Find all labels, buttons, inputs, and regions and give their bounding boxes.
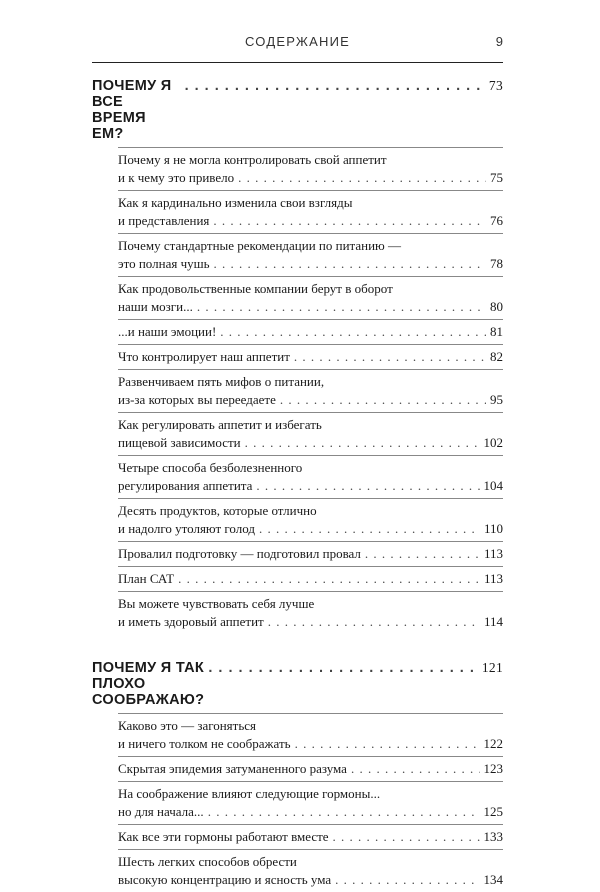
toc-entry[interactable] — [118, 190, 503, 233]
entry-title-end: это полная чушь — [118, 256, 210, 271]
dot-leader — [220, 323, 486, 341]
toc-entry[interactable] — [118, 319, 503, 344]
entry-title-end: наши мозги... — [118, 299, 193, 314]
entry-page-number: 104 — [483, 478, 503, 493]
entry-last-line — [118, 735, 503, 753]
chapter-page-number: 73 — [488, 78, 503, 93]
dot-leader — [208, 660, 478, 676]
entry-last-line — [118, 255, 503, 273]
entry-page-number: 113 — [483, 546, 503, 561]
entry-last-line — [118, 871, 503, 889]
entry-last-line — [118, 477, 503, 495]
chapter-section — [92, 656, 503, 892]
entry-page-number: 134 — [483, 872, 503, 887]
entry-title-end: ...и наши эмоции! — [118, 324, 217, 339]
entry-title-end: и представления — [118, 213, 210, 228]
toc-entry[interactable] — [118, 455, 503, 498]
entry-page-number: 81 — [490, 324, 503, 339]
dot-leader — [256, 477, 479, 495]
toc-entry[interactable] — [118, 541, 503, 566]
toc-entry[interactable] — [118, 566, 503, 591]
chapter-title: ПОЧЕМУ Я ТАК ПЛОХО СООБРАЖАЮ? — [92, 660, 205, 708]
entry-last-line — [118, 760, 503, 778]
entry-page-number: 102 — [483, 435, 503, 450]
toc-entry[interactable] — [118, 849, 503, 892]
entry-page-number: 80 — [490, 299, 503, 314]
entry-last-line — [118, 828, 503, 846]
dot-leader — [365, 545, 480, 563]
entry-last-line — [118, 169, 503, 187]
dot-leader — [178, 570, 480, 588]
chapter-page-number: 121 — [481, 660, 503, 675]
toc-entry[interactable] — [118, 147, 503, 190]
entry-last-line — [118, 803, 503, 821]
dot-leader — [335, 871, 479, 889]
toc-entry[interactable] — [118, 276, 503, 319]
entry-title-end: Скрытая эпидемия затуманенного разума — [118, 761, 347, 776]
chapter-title: ПОЧЕМУ Я ВСЕ ВРЕМЯ ЕМ? — [92, 78, 172, 142]
entry-title-end: из-за которых вы переедаете — [118, 392, 276, 407]
entry-title-end: и иметь здоровый аппетит — [118, 614, 264, 629]
toc-entry[interactable] — [118, 824, 503, 849]
entry-title-line: Четыре способа безболезненного — [118, 460, 303, 475]
entry-title-line: На соображение влияют следующие гормоны... — [118, 786, 381, 801]
dot-leader — [245, 434, 480, 452]
entry-page-number: 114 — [483, 614, 503, 629]
entry-title-line: Почему я не могла контролировать свой аппетит — [118, 152, 387, 167]
chapter-heading[interactable] — [92, 656, 503, 713]
dot-leader — [268, 613, 480, 631]
toc-entry[interactable] — [118, 233, 503, 276]
dot-leader — [197, 298, 486, 316]
entry-title-line: Как продовольственные компании берут в оборот — [118, 281, 393, 296]
entry-title-line: Как я кардинально изменила свои взгляды — [118, 195, 353, 210]
entry-last-line — [118, 434, 503, 452]
dot-leader — [295, 735, 480, 753]
entry-last-line — [118, 298, 503, 316]
entry-title-end: регулирования аппетита — [118, 478, 253, 493]
toc-entry[interactable] — [118, 591, 503, 634]
chapter-heading[interactable] — [92, 74, 503, 147]
entry-title-line: Каково это — загоняться — [118, 718, 257, 733]
dot-leader — [333, 828, 480, 846]
entry-last-line — [118, 613, 503, 631]
entry-title-line: Десять продуктов, которые отлично — [118, 503, 317, 518]
dot-leader — [294, 348, 486, 366]
entry-last-line — [118, 570, 503, 588]
entry-title-end: но для начала... — [118, 804, 204, 819]
dot-leader — [259, 520, 480, 538]
entry-title-line: Как регулировать аппетит и избегать — [118, 417, 322, 432]
toc-entry[interactable] — [118, 781, 503, 824]
dot-leader — [238, 169, 486, 187]
entry-title-end: высокую концентрацию и ясность ума — [118, 872, 332, 887]
dot-leader — [185, 78, 485, 94]
entry-title-line: Почему стандартные рекомендации по питанию — — [118, 238, 402, 253]
entry-page-number: 113 — [483, 571, 503, 586]
running-page-number: 9 — [495, 34, 503, 49]
entry-title-end: пищевой зависимости — [118, 435, 241, 450]
entry-page-number: 125 — [483, 804, 503, 819]
entry-last-line — [118, 348, 503, 366]
entry-page-number: 133 — [483, 829, 503, 844]
dot-leader — [208, 803, 480, 821]
entry-title-end: Как все эти гормоны работают вместе — [118, 829, 329, 844]
toc-entry[interactable] — [118, 344, 503, 369]
dot-leader — [351, 760, 480, 778]
entry-title-end: и ничего толком не соображать — [118, 736, 291, 751]
entry-title-end: Провалил подготовку — подготовил провал — [118, 546, 361, 561]
chapter-section — [92, 74, 503, 634]
entry-last-line — [118, 323, 503, 341]
entry-last-line — [118, 545, 503, 563]
entry-page-number: 75 — [490, 170, 503, 185]
entry-title-end: и к чему это привело — [118, 170, 235, 185]
entry-title-end: Что контролирует наш аппетит — [118, 349, 290, 364]
entry-title-line: Шесть легких способов обрести — [118, 854, 297, 869]
entry-last-line — [118, 212, 503, 230]
entry-page-number: 122 — [483, 736, 503, 751]
entry-page-number: 76 — [490, 213, 503, 228]
entry-page-number: 95 — [490, 392, 503, 407]
entry-page-number: 78 — [490, 256, 503, 271]
entry-title-line: Вы можете чувствовать себя лучше — [118, 596, 315, 611]
entry-title-end: и надолго утоляют голод — [118, 521, 255, 536]
toc-entry[interactable] — [118, 369, 503, 412]
table-of-contents — [92, 74, 503, 892]
toc-entry[interactable] — [118, 756, 503, 781]
header-rule — [92, 62, 503, 63]
dot-leader — [213, 212, 486, 230]
entry-last-line — [118, 391, 503, 409]
dot-leader — [214, 255, 486, 273]
toc-entry[interactable] — [118, 498, 503, 541]
dot-leader — [280, 391, 486, 409]
entry-page-number: 123 — [483, 761, 503, 776]
entry-page-number: 110 — [483, 521, 503, 536]
running-title: СОДЕРЖАНИЕ — [244, 34, 350, 49]
entry-last-line — [118, 520, 503, 538]
entry-title-line: Развенчиваем пять мифов о питании, — [118, 374, 325, 389]
running-head — [92, 34, 503, 54]
entry-page-number: 82 — [490, 349, 503, 364]
entry-title-end: План САТ — [118, 571, 175, 586]
toc-entry[interactable] — [118, 412, 503, 455]
